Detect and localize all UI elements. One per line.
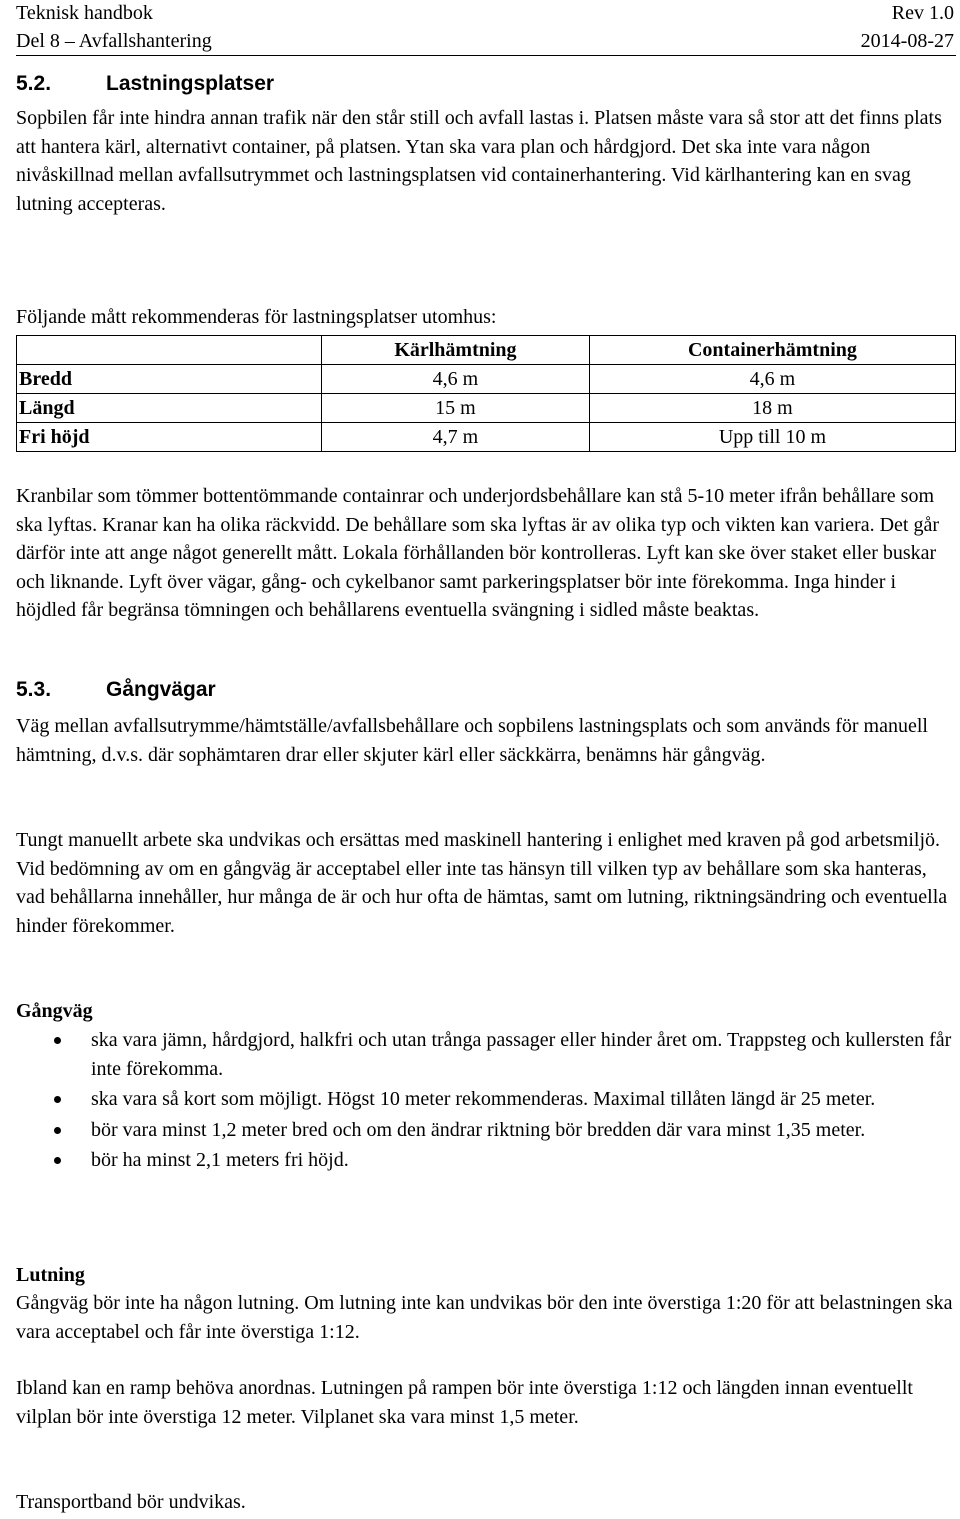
row-label: Bredd xyxy=(17,365,322,394)
section-title: Gångvägar xyxy=(106,678,216,701)
list-item-text: bör ha minst 2,1 meters fri höjd. xyxy=(91,1149,349,1172)
table-header-row xyxy=(17,336,956,365)
header-title: Teknisk handbok xyxy=(16,2,153,24)
header-part: Del 8 – Avfallshantering xyxy=(16,30,212,52)
table-row xyxy=(17,394,956,423)
gangvagar-paragraph-1: Väg mellan avfallsutrymme/hämtställe/avfallsbehållare och sopbilens lastningsplats och som används för manuell hämtning, d.v.s. där sophämtaren drar eller skjuter kärl eller säckkärra, benämns här gångväg. xyxy=(16,715,928,766)
table-header-karl: Kärlhämtning xyxy=(322,336,590,365)
cell-karl: 15 m xyxy=(322,394,590,423)
table-header-empty xyxy=(17,336,322,365)
gangvag-bullet-list xyxy=(16,1026,956,1177)
bullet-icon xyxy=(54,1096,61,1103)
list-item xyxy=(16,1116,956,1145)
lutning-paragraph-3: Transportband bör undvikas. xyxy=(16,1491,246,1513)
cell-karl: 4,6 m xyxy=(322,365,590,394)
header-divider xyxy=(16,55,956,56)
lutning-paragraph-2: Ibland kan en ramp behöva anordnas. Lutningen på rampen bör inte överstiga 1:12 och längden innan eventuellt vilplan bör inte överstiga 12 meter. Vilplanet ska vara minst 1,5 meter. xyxy=(16,1377,913,1428)
list-item xyxy=(16,1085,956,1114)
lutning-paragraph-1: Gångväg bör inte ha någon lutning. Om lutning inte kan undvikas bör den inte överstiga 1:20 för att belastningen ska vara acceptabel och får inte överstiga 1:12. xyxy=(16,1292,953,1343)
section-title: Lastningsplatser xyxy=(106,72,275,95)
row-label: Längd xyxy=(17,394,322,423)
header-revision: Rev 1.0 xyxy=(891,2,954,24)
table-header-container: Containerhämtning xyxy=(589,336,955,365)
bullet-icon xyxy=(54,1157,61,1164)
dimensions-table xyxy=(16,335,956,452)
section-number: 5.2. xyxy=(16,72,52,95)
bullet-icon xyxy=(54,1037,61,1044)
cell-container: 18 m xyxy=(589,394,955,423)
list-item-text: ska vara så kort som möjligt. Högst 10 meter rekommenderas. Maximal tillåten längd är 25 meter. xyxy=(91,1088,876,1111)
list-item-text: bör vara minst 1,2 meter bred och om den ändrar riktning bör bredden där vara minst 1,35 meter. xyxy=(91,1118,866,1141)
list-item-text: ska vara jämn, hårdgjord, halkfri och utan trånga passager eller hinder året om. Trappsteg och kullersten får inte förekomma. xyxy=(91,1029,952,1080)
section-heading-5-3 xyxy=(16,676,216,704)
gangvagar-paragraph-2: Tungt manuellt arbete ska undvikas och ersättas med maskinell hantering i enlighet med kraven på god arbetsmiljö. Vid bedömning av om en gångväg är acceptabel eller inte tas hänsyn till vilken typ av behållare som ska hanteras, vad behållarna innehåller, hur många de är och hur ofta de hämtas, samt om lutning, riktningsändring och eventuella hinder förekommer. xyxy=(16,829,948,937)
table-row xyxy=(17,423,956,452)
list-item xyxy=(16,1146,956,1175)
bullet-icon xyxy=(54,1127,61,1134)
list-item xyxy=(16,1026,956,1083)
table-row xyxy=(17,365,956,394)
kranbilar-paragraph: Kranbilar som tömmer bottentömmande containrar och underjordsbehållare kan stå 5-10 meter ifrån behållare som ska lyftas. Kranar kan ha olika räckvidd. De behållare som ska lyftas är av olika typ och vikten kan variera. Det går därför inte att ange något generellt mått. Lokala förhållanden bör kontrolleras. Lyft kan ske över staket eller buskar och liknande. Lyft över vägar, gång- och cykelbanor samt parkeringsplatser bör inte förekomma. Inga hinder i höjdled får begränsa tömningen och behållarens eventuella svängning i sidled måste beaktas. xyxy=(16,485,939,622)
page-header xyxy=(16,0,956,56)
lastningsplatser-paragraph: Sopbilen får inte hindra annan trafik när den står still och avfall lastas i. Platsen måste vara så stor att det finns plats att hantera kärl, alternativt container, på platsen. Ytan ska vara plan och hårdgjord. Det ska inte vara någon nivåskillnad mellan avfallsutrymmet och lastningsplatsen vid containerhantering. Vid kärlhantering kan en svag lutning accepteras. xyxy=(16,107,942,215)
cell-container: 4,6 m xyxy=(589,365,955,394)
row-label: Fri höjd xyxy=(17,423,322,452)
cell-container: Upp till 10 m xyxy=(589,423,955,452)
table-intro: Följande mått rekommenderas för lastningsplatser utomhus: xyxy=(16,306,497,328)
section-heading-5-2 xyxy=(16,70,274,98)
lutning-subheading: Lutning xyxy=(16,1264,85,1286)
document-page xyxy=(16,0,956,1513)
section-number: 5.3. xyxy=(16,678,52,701)
gangvag-subheading: Gångväg xyxy=(16,1000,93,1022)
cell-karl: 4,7 m xyxy=(322,423,590,452)
header-date: 2014-08-27 xyxy=(860,30,954,52)
